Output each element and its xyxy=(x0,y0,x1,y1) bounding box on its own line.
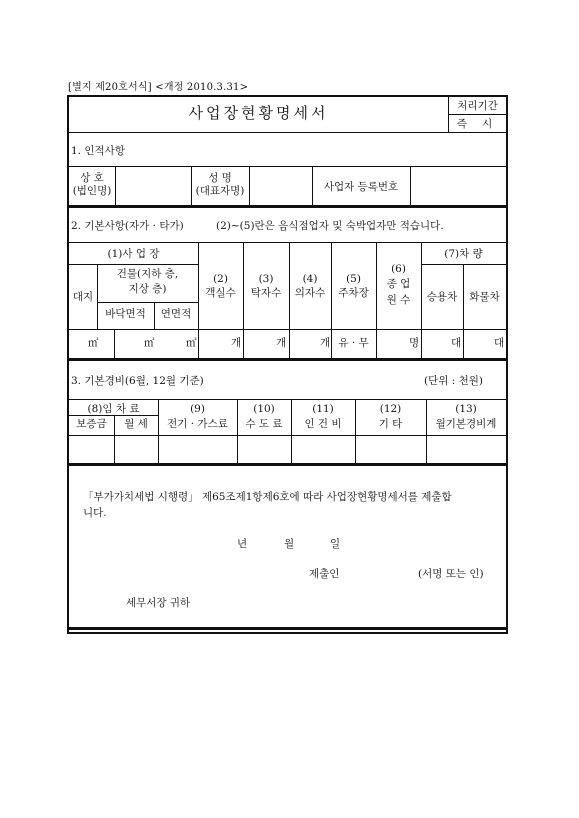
building-floors-label: 지상 층) xyxy=(128,283,167,295)
monthly-total-number: (13) xyxy=(455,403,477,415)
etc-label: 기 타 xyxy=(378,418,403,430)
parking-number: (5) xyxy=(346,273,361,285)
building-label: 건물(지하 층, xyxy=(116,268,179,280)
date-year: 년 xyxy=(237,538,248,550)
floor-area-unit: ㎡ xyxy=(144,337,155,349)
section3-title: 3. 기본경비(6월, 12월 기준) xyxy=(71,375,204,387)
car-unit: 대 xyxy=(451,337,462,349)
parking-availability: 유 · 무 xyxy=(338,337,369,349)
statement-text-cont: 니다. xyxy=(83,507,107,519)
business-registration-label: 사업자 등록번호 xyxy=(323,181,399,193)
vehicles-label: (7)차 량 xyxy=(444,248,483,260)
employees-number: (6) xyxy=(391,263,406,275)
car-label: 승용차 xyxy=(426,291,458,303)
trade-name-sub-label: (법인명) xyxy=(72,185,112,197)
rooms-number: (2) xyxy=(213,273,228,285)
land-label: 대지 xyxy=(72,291,94,303)
deposit-label: 보증금 xyxy=(76,418,107,430)
signature-label: (서명 또는 인) xyxy=(418,568,484,580)
parking-label: 주차장 xyxy=(338,287,369,299)
monthly-total-label: 월기본경비계 xyxy=(435,418,497,430)
land-area-unit: ㎡ xyxy=(88,337,99,349)
truck-label: 화물차 xyxy=(469,291,500,303)
total-area-unit: ㎡ xyxy=(186,337,197,349)
total-floor-area-label: 연면적 xyxy=(160,308,192,320)
submitter-label: 제출인 xyxy=(309,568,340,580)
section1-title: 1. 인적사항 xyxy=(71,145,125,157)
workplace-label: (1)사 업 장 xyxy=(107,248,160,260)
rooms-label: 객실수 xyxy=(205,287,236,299)
chairs-unit: 개 xyxy=(320,337,331,349)
trade-name-label: 상 호 xyxy=(80,172,104,184)
section3-unit: (단위 : 천원) xyxy=(424,375,483,387)
recipient-label: 세무서장 귀하 xyxy=(126,597,191,609)
water-label: 수 도 료 xyxy=(245,418,283,430)
chairs-label: 의자수 xyxy=(294,287,326,299)
form-number-header: [별지 제20호서식] <개정 2010.3.31> xyxy=(68,82,249,93)
monthly-rent-label: 월 세 xyxy=(124,418,148,430)
processing-period-label: 처리기간 xyxy=(457,100,498,112)
tables-label: 탁자수 xyxy=(250,287,282,299)
date-day: 일 xyxy=(330,538,341,550)
statement-form xyxy=(67,95,508,634)
employees-label-line1: 종 업 xyxy=(386,278,411,290)
chairs-number: (4) xyxy=(302,273,318,285)
representative-name-label: 성 명 xyxy=(208,172,232,184)
section2-note: (2)∼(5)란은 음식점업자 및 숙박업자만 적습니다. xyxy=(216,220,444,232)
labor-number: (11) xyxy=(312,403,334,415)
labor-label: 인 건 비 xyxy=(304,418,342,430)
water-number: (10) xyxy=(253,403,275,415)
floor-area-label: 바닥면적 xyxy=(105,308,146,320)
processing-period-value: 즉 시 xyxy=(456,118,499,130)
tables-number: (3) xyxy=(258,273,274,285)
statement-text: 「부가가치세법 시행령」 제65조제1항제6호에 따라 사업장현황명세서를 제출합 xyxy=(83,491,452,503)
utilities-label: 전기 · 가스료 xyxy=(167,418,228,430)
truck-unit: 대 xyxy=(494,337,505,349)
employees-unit: 명 xyxy=(409,337,420,349)
representative-name-sub-label: (대표자명) xyxy=(195,185,245,197)
tables-unit: 개 xyxy=(276,337,287,349)
employees-label-line2: 원 수 xyxy=(386,294,411,306)
date-month: 월 xyxy=(284,538,295,550)
form-title: 사업장현황명세서 xyxy=(188,104,329,122)
section2-title: 2. 기본사항(자가 · 타가) xyxy=(71,220,184,232)
rooms-unit: 개 xyxy=(231,337,242,349)
utilities-number: (9) xyxy=(190,403,205,415)
rent-label: (8)임 차 료 xyxy=(87,403,140,415)
etc-number: (12) xyxy=(379,403,402,415)
